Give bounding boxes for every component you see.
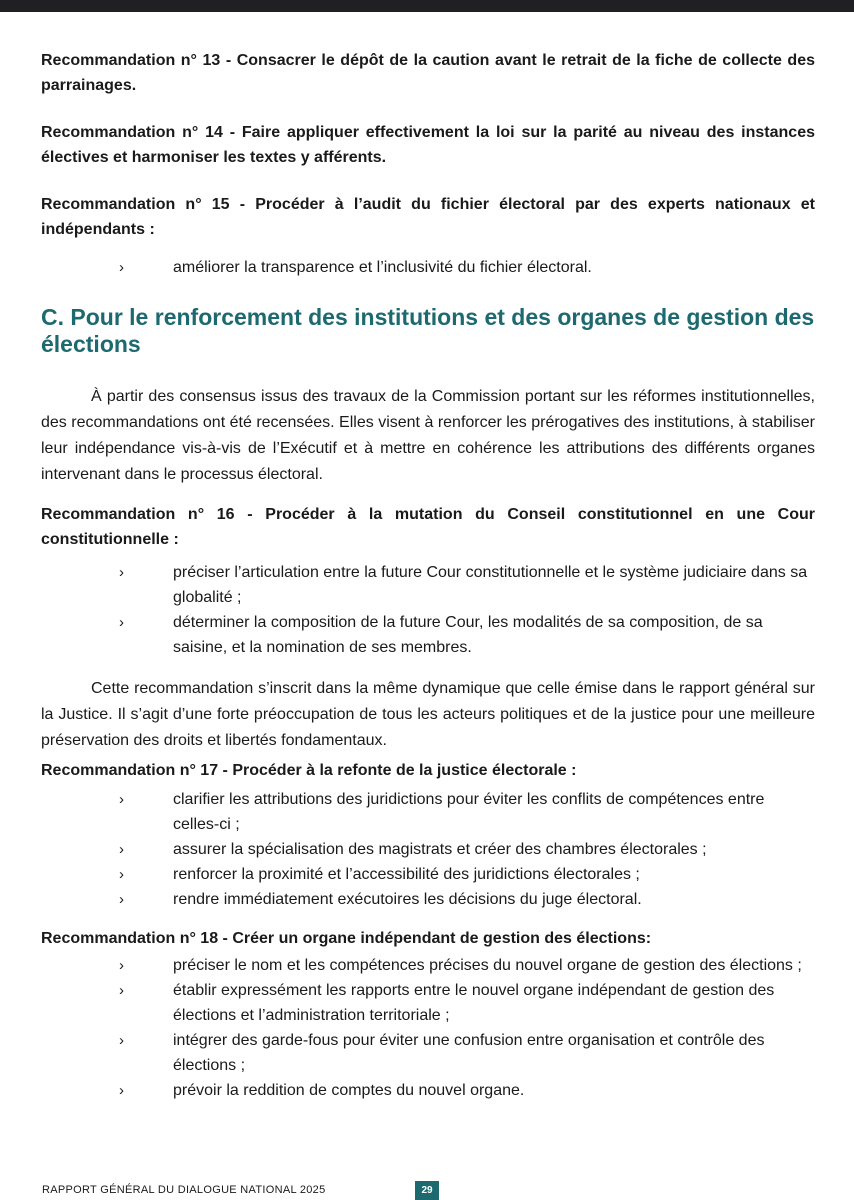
recommendation-15-list <box>41 255 815 280</box>
section-intro: À partir des consensus issus des travaux de la Commission portant sur les réformes institutionnelles, des recommandations ont été recensées. Elles visent à renforcer les prérogatives des institutions, à stabiliser leur indépendance vis-à-vis de l’Exécutif et à mettre en cohérence les attributions des différents organes intervenant dans le processus électoral. <box>41 388 815 483</box>
chevron-bullet-icon: › <box>119 791 124 808</box>
section-heading-c: C. Pour le renforcement des institutions et des organes de gestion des élections <box>41 304 815 357</box>
recommendation-16-note: Cette recommandation s’inscrit dans la même dynamique que celle émise dans le rapport général sur la Justice. Il s’agit d’une forte préoccupation de tous les acteurs politiques et de la justice pour une meilleure préservation des droits et libertés fondamentaux. <box>41 680 815 749</box>
recommendation-16: Recommandation n° 16 - Procéder à la mutation du Conseil constitutionnel en une Cour constitutionnelle : <box>41 506 815 548</box>
list-item: › améliorer la transparence et l’inclusivité du fichier électoral. <box>41 255 815 280</box>
top-bar <box>0 0 854 12</box>
chevron-bullet-icon: › <box>119 614 124 631</box>
list-item: › préciser l’articulation entre la future Cour constitutionnelle et le système judiciaire dans sa globalité ; <box>41 560 815 610</box>
list-item: › clarifier les attributions des juridictions pour éviter les conflits de compétences entre celles-ci ; <box>41 787 815 837</box>
list-item: › préciser le nom et les compétences précises du nouvel organe de gestion des élections ; <box>41 953 815 978</box>
list-item: › établir expressément les rapports entre le nouvel organe indépendant de gestion des élections et l’administration territoriale ; <box>41 978 815 1028</box>
list-item: › rendre immédiatement exécutoires les décisions du juge électoral. <box>41 887 815 912</box>
recommendation-17-list <box>41 787 815 912</box>
recommendation-18: Recommandation n° 18 - Créer un organe indépendant de gestion des élections: <box>41 930 652 947</box>
recommendation-13: Recommandation n° 13 - Consacrer le dépôt de la caution avant le retrait de la fiche de collecte des parrainages. <box>41 52 815 94</box>
list-item: › intégrer des garde-fous pour éviter une confusion entre organisation et contrôle des élections ; <box>41 1028 815 1078</box>
document-page <box>41 48 815 1103</box>
list-item: › prévoir la reddition de comptes du nouvel organe. <box>41 1078 815 1103</box>
list-item: › renforcer la proximité et l’accessibilité des juridictions électorales ; <box>41 862 815 887</box>
chevron-bullet-icon: › <box>119 259 124 276</box>
chevron-bullet-icon: › <box>119 982 124 999</box>
recommendation-16-list <box>41 560 815 660</box>
recommendation-15: Recommandation n° 15 - Procéder à l’audit du fichier électoral par des experts nationaux et indépendants : <box>41 196 815 238</box>
chevron-bullet-icon: › <box>119 891 124 908</box>
chevron-bullet-icon: › <box>119 1032 124 1049</box>
recommendation-18-list <box>41 953 815 1103</box>
recommendation-14: Recommandation n° 14 - Faire appliquer effectivement la loi sur la parité au niveau des instances électives et harmoniser les textes y afférents. <box>41 124 815 166</box>
chevron-bullet-icon: › <box>119 841 124 858</box>
chevron-bullet-icon: › <box>119 564 124 581</box>
list-item: › assurer la spécialisation des magistrats et créer des chambres électorales ; <box>41 837 815 862</box>
chevron-bullet-icon: › <box>119 1082 124 1099</box>
page-number: 29 <box>415 1181 439 1200</box>
list-item: › déterminer la composition de la future Cour, les modalités de sa composition, de sa saisine, et la nomination de ses membres. <box>41 610 815 660</box>
chevron-bullet-icon: › <box>119 957 124 974</box>
footer-report-title: RAPPORT GÉNÉRAL DU DIALOGUE NATIONAL 2025 <box>42 1184 326 1196</box>
recommendation-17: Recommandation n° 17 - Procéder à la refonte de la justice électorale : <box>41 762 577 779</box>
chevron-bullet-icon: › <box>119 866 124 883</box>
